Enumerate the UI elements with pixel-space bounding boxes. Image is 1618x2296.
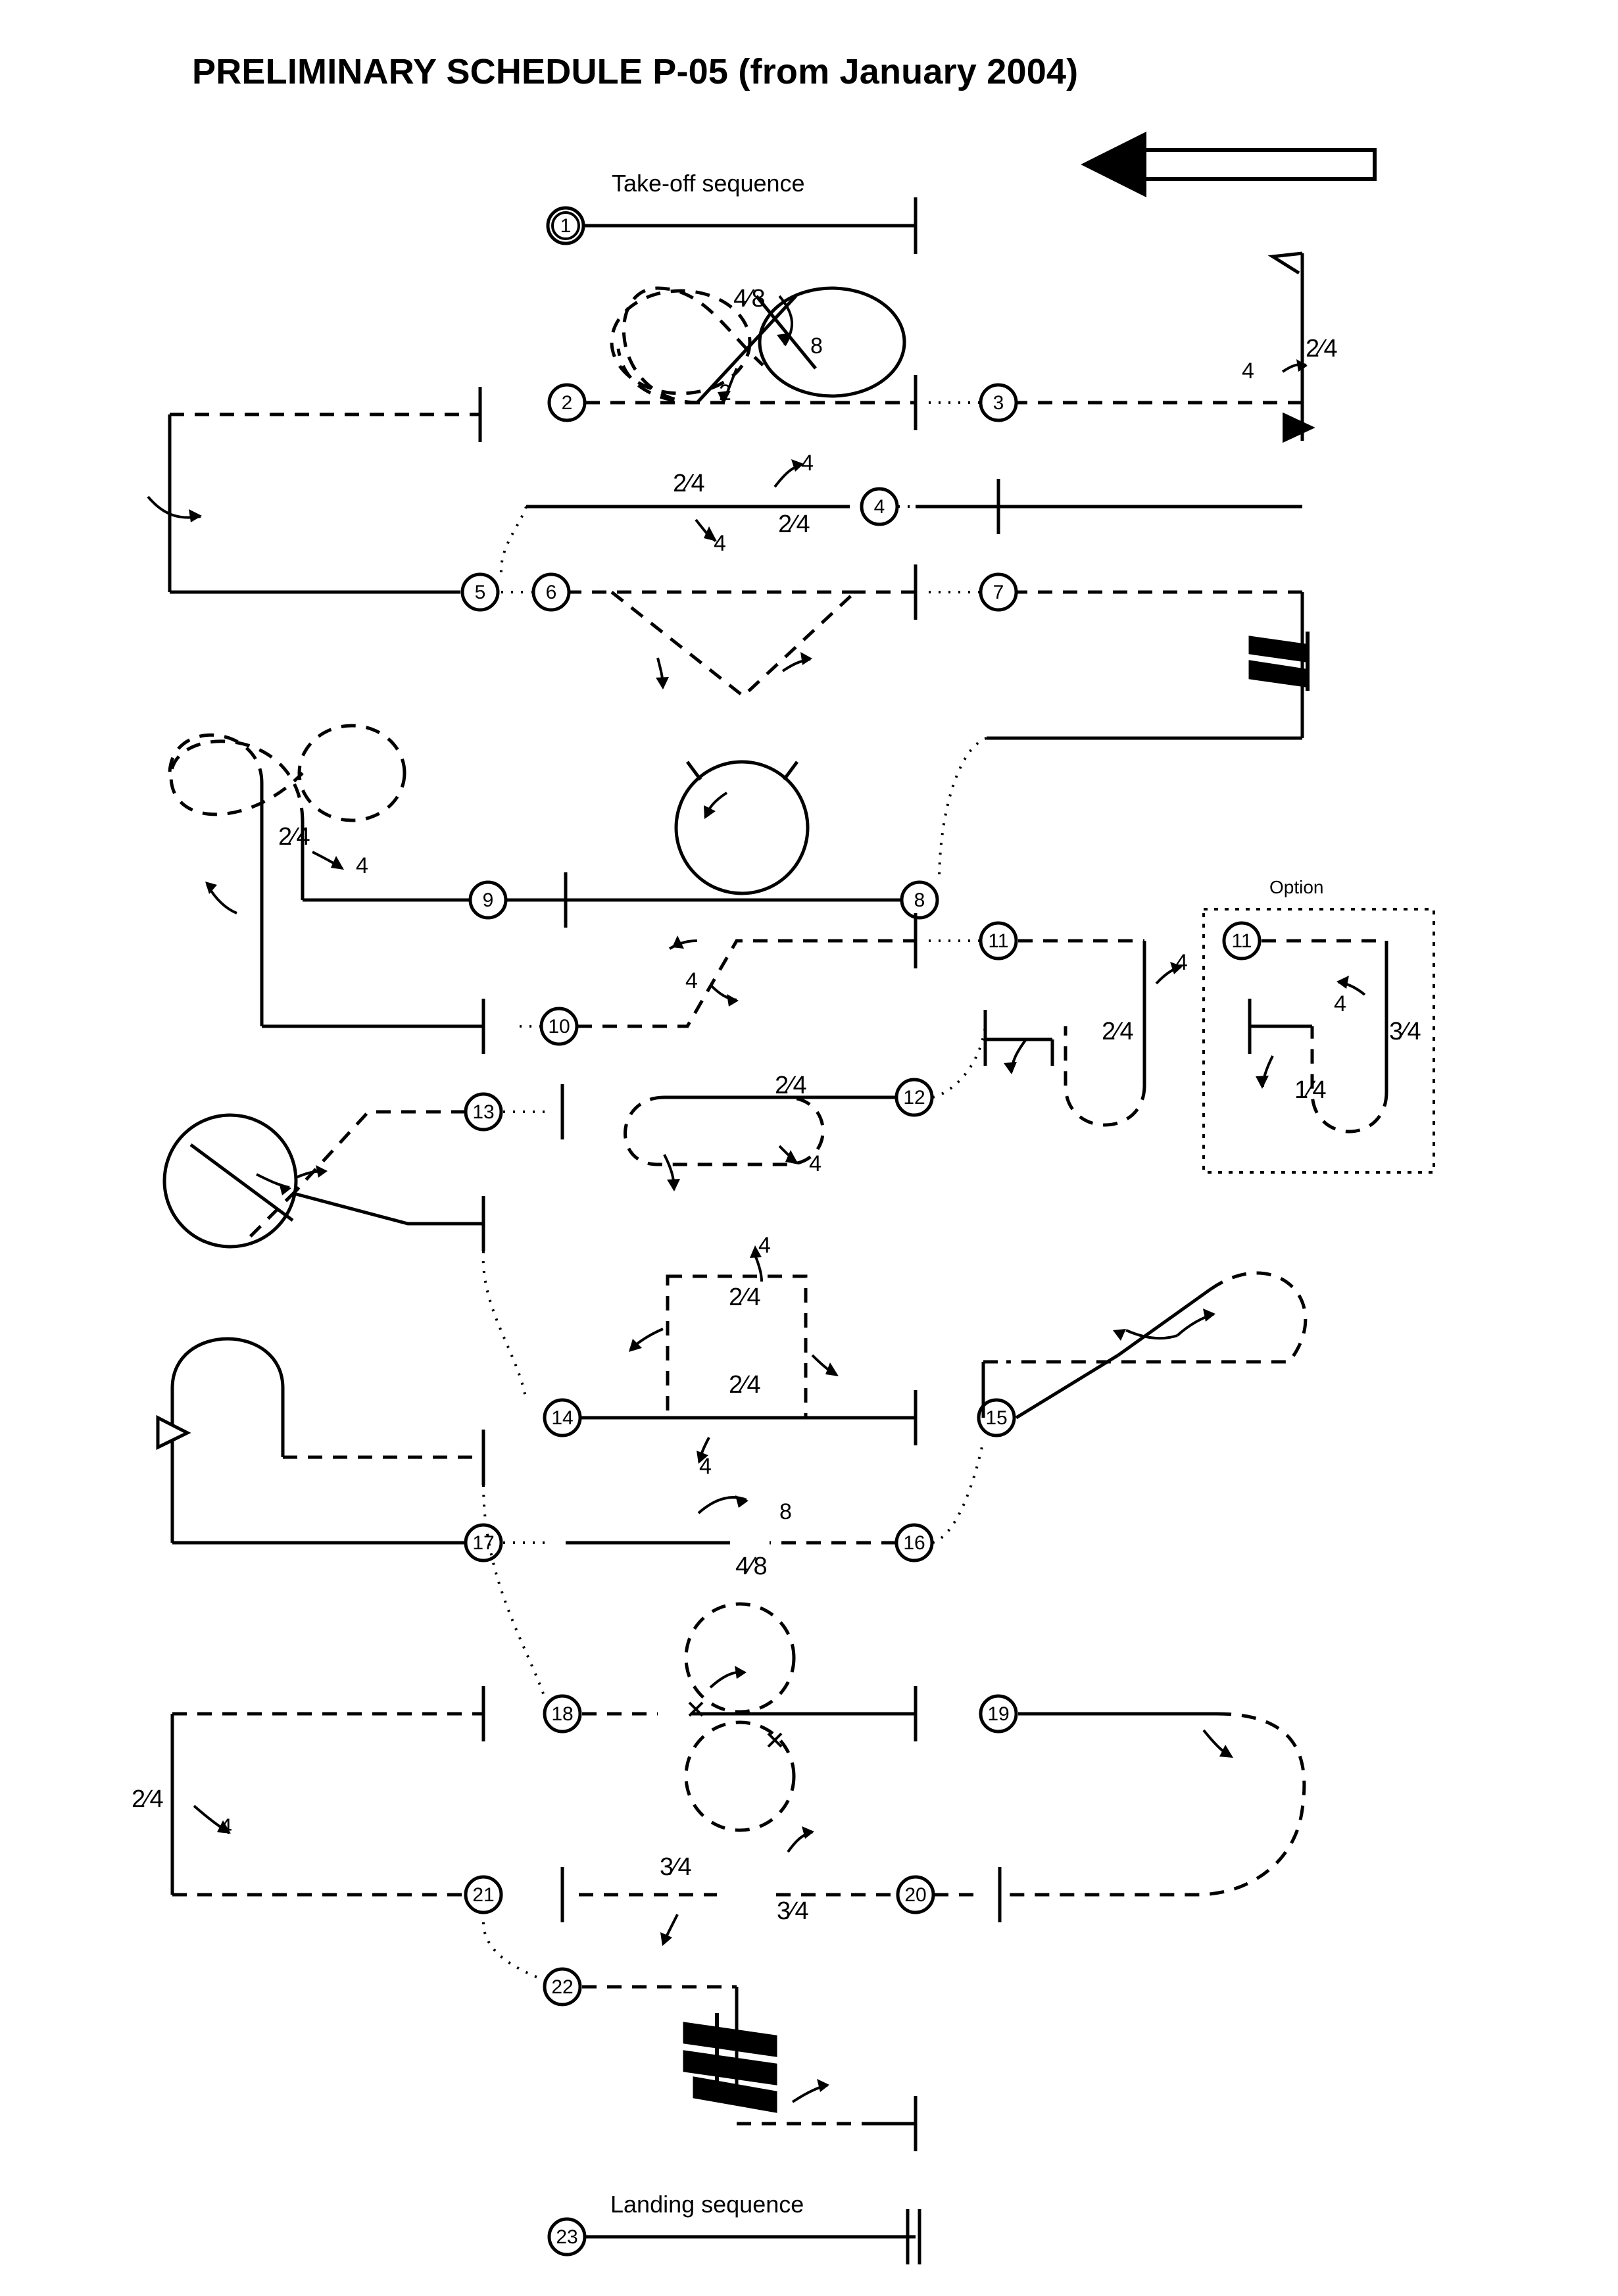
figure-13 bbox=[164, 1084, 562, 1251]
svg-text:9: 9 bbox=[482, 889, 494, 911]
figure-8-circle bbox=[322, 738, 987, 918]
figure-12 bbox=[625, 1010, 1052, 1191]
figure-16 bbox=[566, 1441, 983, 1560]
figure-3 bbox=[929, 253, 1312, 441]
annotation-a29: 3⁄4 bbox=[777, 1897, 809, 1925]
annotation-a2: 8 bbox=[810, 334, 823, 359]
annotation-a28: 3⁄4 bbox=[660, 1853, 692, 1881]
svg-text:5: 5 bbox=[474, 581, 486, 603]
annotation-a15: 4 bbox=[1334, 991, 1346, 1016]
annotation-a5: 2⁄4 bbox=[1306, 335, 1338, 362]
figure-20 bbox=[776, 1826, 1000, 1922]
annotation-a13: 2⁄4 bbox=[1102, 1018, 1134, 1045]
svg-text:13: 13 bbox=[472, 1101, 495, 1123]
figure-15 bbox=[979, 1273, 1306, 1435]
svg-text:6: 6 bbox=[545, 581, 557, 603]
svg-text:12: 12 bbox=[903, 1086, 925, 1109]
figure-7 bbox=[929, 574, 1308, 738]
svg-text:4: 4 bbox=[873, 495, 885, 518]
annotation-a11: 4 bbox=[356, 853, 368, 878]
svg-text:3: 3 bbox=[993, 391, 1004, 414]
annotation-a24: 8 bbox=[779, 1499, 792, 1524]
annotation-a7: 4 bbox=[801, 451, 814, 476]
figure-1-takeoff bbox=[548, 197, 916, 254]
svg-text:18: 18 bbox=[551, 1703, 574, 1725]
landing-sequence-label: Landing sequence bbox=[610, 2191, 804, 2218]
svg-text:10: 10 bbox=[548, 1015, 570, 1037]
svg-text:11: 11 bbox=[988, 930, 1009, 952]
figure-23-landing bbox=[549, 2209, 919, 2264]
figure-21 bbox=[172, 1686, 717, 1946]
svg-text:2: 2 bbox=[561, 391, 573, 414]
annotation-a27: 4 bbox=[220, 1814, 232, 1839]
figure-6-triangle bbox=[501, 564, 916, 696]
svg-text:17: 17 bbox=[472, 1532, 495, 1554]
annotation-a18: 2⁄4 bbox=[775, 1072, 807, 1099]
annotation-a1: 4⁄8 bbox=[733, 285, 766, 312]
figure-19 bbox=[981, 1696, 1304, 1895]
annotation-a17: 1⁄4 bbox=[1294, 1076, 1327, 1104]
annotation-a10: 2⁄4 bbox=[278, 823, 310, 851]
svg-text:20: 20 bbox=[904, 1884, 927, 1906]
svg-text:1: 1 bbox=[560, 214, 572, 237]
figure-22 bbox=[483, 1922, 916, 2151]
figure-14-square-loop bbox=[483, 1245, 916, 1464]
annotation-a6: 2⁄4 bbox=[673, 470, 705, 497]
svg-text:19: 19 bbox=[987, 1703, 1010, 1725]
annotation-a4: 4 bbox=[1242, 359, 1254, 384]
figure-18 bbox=[483, 1485, 916, 1830]
annotation-text-layer bbox=[132, 285, 1421, 1925]
figure-5 bbox=[148, 387, 526, 610]
annotation-a21: 2⁄4 bbox=[729, 1284, 761, 1311]
page-title: PRELIMINARY SCHEDULE P-05 (from January 2004) bbox=[192, 52, 1079, 91]
figure-17 bbox=[158, 1339, 547, 1560]
figure-4 bbox=[526, 459, 1302, 541]
annotation-a22: 2⁄4 bbox=[729, 1371, 761, 1399]
svg-text:8: 8 bbox=[914, 889, 925, 911]
annotation-a12: 4 bbox=[685, 968, 698, 993]
svg-text:22: 22 bbox=[551, 1976, 574, 1998]
annotation-a16: 3⁄4 bbox=[1389, 1018, 1421, 1045]
annotation-a8: 2⁄4 bbox=[778, 511, 810, 538]
annotation-a9: 4 bbox=[714, 531, 726, 556]
svg-text:14: 14 bbox=[551, 1407, 574, 1429]
figure-10 bbox=[483, 913, 916, 1054]
annotation-a20: 4 bbox=[758, 1233, 771, 1258]
figure-2-horizontal-eight bbox=[549, 288, 916, 430]
annotation-a3: 2 bbox=[719, 380, 731, 405]
takeoff-sequence-label: Take-off sequence bbox=[612, 170, 805, 197]
figure-9 bbox=[170, 726, 567, 1026]
annotation-a14: 4 bbox=[1175, 950, 1188, 975]
option-label: Option bbox=[1269, 877, 1324, 897]
svg-text:21: 21 bbox=[472, 1884, 495, 1906]
svg-text:16: 16 bbox=[903, 1532, 925, 1554]
figure-11 bbox=[929, 923, 1183, 1125]
svg-text:15: 15 bbox=[985, 1407, 1008, 1429]
svg-text:23: 23 bbox=[556, 2226, 578, 2248]
wind-arrow-icon bbox=[1085, 135, 1375, 194]
annotation-a19: 4 bbox=[809, 1151, 821, 1176]
annotation-a26: 2⁄4 bbox=[132, 1785, 164, 1813]
svg-text:7: 7 bbox=[993, 581, 1004, 603]
svg-text:11: 11 bbox=[1231, 930, 1252, 952]
annotation-a23: 4 bbox=[699, 1454, 712, 1479]
annotation-a25: 4⁄8 bbox=[735, 1553, 768, 1580]
